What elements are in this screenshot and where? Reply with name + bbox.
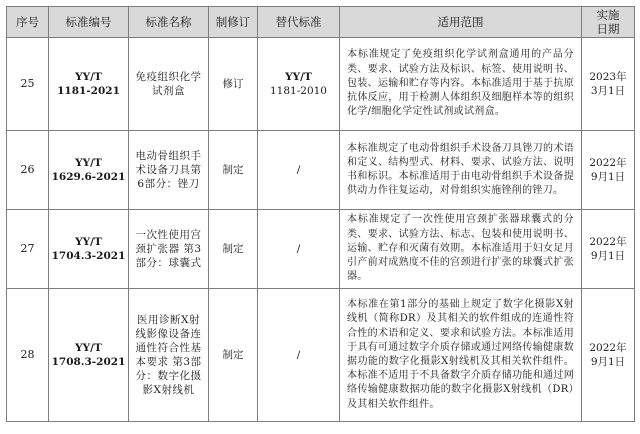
row-code	[49, 210, 129, 289]
row-type: 修订	[209, 38, 258, 131]
row-code-line1: YY/T	[75, 71, 102, 83]
row-date-line1: 2022年	[589, 157, 627, 169]
table-row	[7, 289, 635, 422]
row-date-line1: 2022年	[589, 342, 627, 354]
row-date-line1: 2023年	[589, 71, 627, 83]
row-replace	[258, 210, 340, 289]
row-replace-line1: YY/T	[285, 71, 312, 83]
row-code	[49, 289, 129, 422]
header-name: 标准名称	[129, 7, 209, 38]
row-type: 制定	[209, 131, 258, 210]
row-code-line1: YY/T	[75, 157, 102, 169]
header-date-line2: 日期	[596, 22, 620, 36]
table-row	[7, 38, 635, 131]
standards-table	[6, 6, 635, 422]
row-code-line2: 1181-2021	[57, 85, 120, 97]
row-scope: 本标准规定了免疫组织化学试剂盒通用的产品分类、要求、试验方法及标识、标签、使用说明书、包装、运输和贮存等内容。本标准适用于基于抗原抗体反应，用于检测人体组织及细胞样本等的组织化学/细胞化学定性试剂或试剂盒。	[340, 38, 582, 131]
row-replace-line1: /	[296, 164, 301, 176]
row-date-line2: 3月1日	[590, 85, 626, 97]
header-no: 序号	[7, 7, 49, 38]
row-date	[582, 210, 635, 289]
row-scope: 本标准规定了电动骨组织手术设备刀具锉刀的术语和定义、结构型式、材料、要求、试验方法、说明书和标识。本标准适用于由电动骨组织手术设备提供动力作往复运动，对骨组织实施锉削的锉刀。	[340, 131, 582, 210]
row-date-line2: 9月1日	[590, 356, 626, 368]
row-code-line2: 1704.3-2021	[51, 250, 126, 262]
row-replace	[258, 289, 340, 422]
row-date-line2: 9月1日	[590, 250, 626, 262]
row-code	[49, 38, 129, 131]
row-no: 25	[7, 38, 49, 131]
table-header-row	[7, 7, 635, 38]
row-code	[49, 131, 129, 210]
row-name: 免疫组织化学试剂盒	[129, 38, 209, 131]
row-code-line1: YY/T	[75, 342, 102, 354]
row-replace	[258, 38, 340, 131]
header-code: 标准编号	[49, 7, 129, 38]
row-type: 制定	[209, 289, 258, 422]
row-code-line1: YY/T	[75, 236, 102, 248]
row-type: 制定	[209, 210, 258, 289]
table-row	[7, 210, 635, 289]
row-replace-line2: 1181-2010	[270, 85, 327, 97]
row-date-line1: 2022年	[589, 236, 627, 248]
row-name: 医用诊断X射线影像设备连通性符合性基本要求 第3部分：数字化摄影X射线机	[129, 289, 209, 422]
row-name: 电动骨组织手术设备刀具第6部分：锉刀	[129, 131, 209, 210]
header-replace: 替代标准	[258, 7, 340, 38]
row-date-line2: 9月1日	[590, 171, 626, 183]
row-scope: 本标准规定了一次性使用宫颈扩张器球囊式的分类、要求、试验方法、标志、包装和使用说明书、运输、贮存和灭菌有效期。本标准适用于妇女足月引产前对成熟度不佳的宫颈进行扩张的球囊式扩张器。	[340, 210, 582, 289]
row-scope: 本标准在第1部分的基础上规定了数字化摄影X射线机（简称DR）及其相关的软件组成的连通性符合性的术语和定义、要求和试验方法。本标准适用于具有可通过数字介质存储或通过网络传输健康数据功能的数字化摄影X射线机及其相关软件组件。本标准不适用于不具备数字介质存储功能和通过网络传输健康数据功能的数字化摄影X射线机（DR）及其相关软件组件。	[340, 289, 582, 422]
header-type: 制修订	[209, 7, 258, 38]
row-date	[582, 131, 635, 210]
row-code-line2: 1708.3-2021	[51, 356, 126, 368]
header-scope: 适用范围	[340, 7, 582, 38]
row-date	[582, 38, 635, 131]
row-replace	[258, 131, 340, 210]
row-no: 27	[7, 210, 49, 289]
row-date	[582, 289, 635, 422]
row-replace-line1: /	[296, 349, 301, 361]
row-code-line2: 1629.6-2021	[51, 171, 126, 183]
row-replace-line1: /	[296, 243, 301, 255]
header-date	[582, 7, 635, 38]
row-no: 26	[7, 131, 49, 210]
header-date-line1: 实施	[596, 8, 620, 22]
standards-table-container	[6, 6, 634, 422]
table-row	[7, 131, 635, 210]
row-no: 28	[7, 289, 49, 422]
row-name: 一次性使用宫颈扩张器 第3部分：球囊式	[129, 210, 209, 289]
